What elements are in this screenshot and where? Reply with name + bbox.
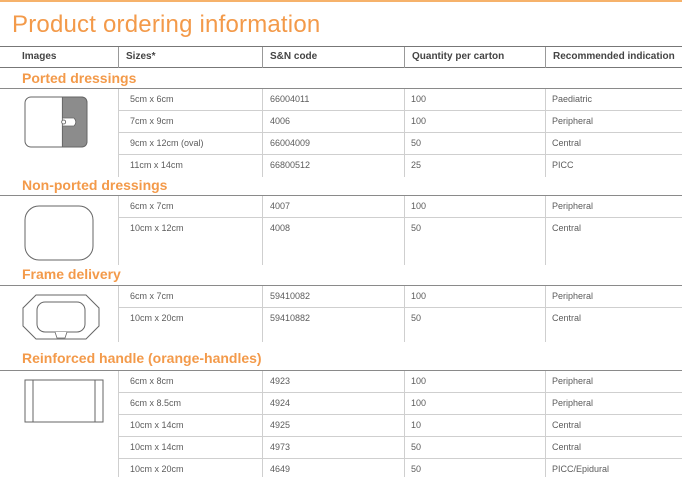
table-row <box>0 371 682 393</box>
table-header <box>0 46 682 68</box>
cell-code: 4649 <box>270 464 291 474</box>
section-title: Reinforced handle (orange-handles) <box>22 350 262 366</box>
table-row <box>0 196 682 218</box>
cell-code: 4007 <box>270 201 291 211</box>
table-row <box>0 308 682 330</box>
cell-indication: Central <box>552 223 582 233</box>
table-row <box>0 218 682 240</box>
cell-code: 4923 <box>270 376 291 386</box>
cell-indication: Peripheral <box>552 291 594 301</box>
table-row <box>0 286 682 308</box>
cell-qty: 25 <box>411 160 422 170</box>
cell-qty: 100 <box>411 291 427 301</box>
cell-indication: Peripheral <box>552 116 594 126</box>
cell-size: 6cm x 7cm <box>130 291 174 301</box>
cell-qty: 100 <box>411 116 427 126</box>
section-title: Non-ported dressings <box>22 177 168 193</box>
cell-size: 10cm x 20cm <box>130 313 184 323</box>
cell-qty: 100 <box>411 94 427 104</box>
column-header-code: S&N code <box>270 51 318 62</box>
cell-code: 66800512 <box>270 160 311 170</box>
table-row <box>0 437 682 459</box>
table-row <box>0 133 682 155</box>
cell-code: 66004011 <box>270 94 310 104</box>
cell-indication: Peripheral <box>552 376 594 386</box>
cell-indication: Central <box>552 442 582 452</box>
cell-size: 10cm x 14cm <box>130 442 184 452</box>
cell-code: 4006 <box>270 116 291 126</box>
cell-size: 10cm x 14cm <box>130 420 184 430</box>
cell-code: 4973 <box>270 442 291 452</box>
cell-code: 66004009 <box>270 138 311 148</box>
column-header-quantity: Quantity per carton <box>412 51 505 62</box>
cell-code: 4008 <box>270 223 291 233</box>
page-title: Product ordering information <box>12 11 321 38</box>
column-header-sizes: Sizes* <box>126 51 156 62</box>
top-accent-line <box>0 0 682 2</box>
table-row <box>0 415 682 437</box>
cell-code: 4925 <box>270 420 291 430</box>
cell-indication: PICC <box>552 160 574 170</box>
cell-indication: Central <box>552 313 582 323</box>
cell-indication: Central <box>552 420 582 430</box>
section-title: Ported dressings <box>22 70 137 86</box>
cell-indication: Paediatric <box>552 94 593 104</box>
cell-code: 4924 <box>270 398 291 408</box>
cell-size: 5cm x 6cm <box>130 94 174 104</box>
table-row <box>0 155 682 177</box>
cell-qty: 100 <box>411 376 427 386</box>
cell-qty: 100 <box>411 398 427 408</box>
cell-indication: PICC/Epidural <box>552 464 610 474</box>
cell-qty: 50 <box>411 313 422 323</box>
cell-size: 6cm x 7cm <box>130 201 174 211</box>
cell-code: 59410082 <box>270 291 311 301</box>
table-row <box>0 89 682 111</box>
cell-size: 10cm x 20cm <box>130 464 184 474</box>
cell-code: 59410882 <box>270 313 311 323</box>
table-row <box>0 111 682 133</box>
cell-qty: 50 <box>411 442 422 452</box>
cell-size: 11cm x 14cm <box>130 160 183 170</box>
table-row <box>0 459 682 477</box>
section-title: Frame delivery <box>22 266 121 282</box>
cell-qty: 50 <box>411 223 422 233</box>
cell-indication: Peripheral <box>552 398 594 408</box>
cell-indication: Peripheral <box>552 201 594 211</box>
column-header-images: Images <box>22 51 57 62</box>
table-row <box>0 393 682 415</box>
cell-qty: 10 <box>411 420 422 430</box>
cell-size: 10cm x 12cm <box>130 223 184 233</box>
cell-qty: 50 <box>411 138 422 148</box>
cell-qty: 50 <box>411 464 422 474</box>
cell-size: 9cm x 12cm (oval) <box>130 138 204 148</box>
cell-qty: 100 <box>411 201 427 211</box>
cell-size: 7cm x 9cm <box>130 116 174 126</box>
cell-indication: Central <box>552 138 582 148</box>
column-header-indication: Recommended indication <box>553 51 675 62</box>
cell-size: 6cm x 8cm <box>130 376 174 386</box>
cell-size: 6cm x 8.5cm <box>130 398 182 408</box>
